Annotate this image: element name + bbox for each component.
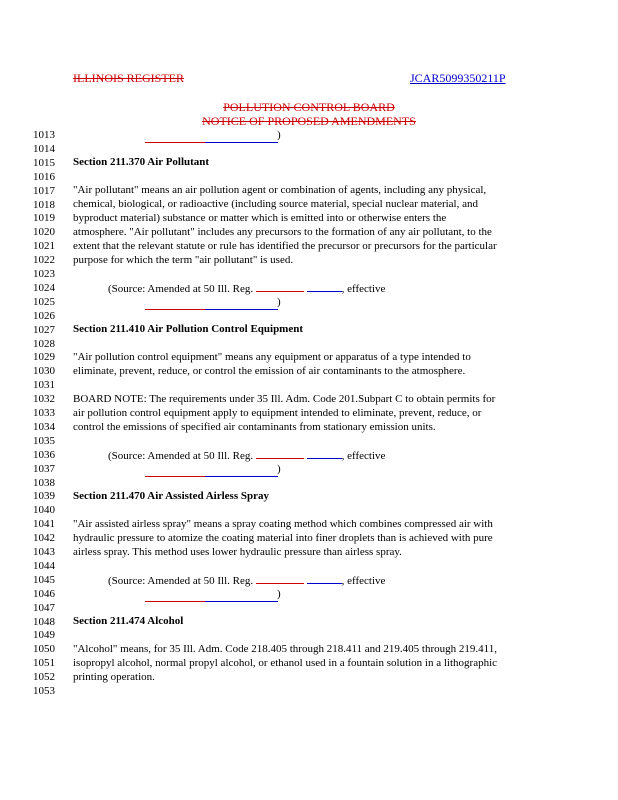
line-number: 1047 <box>33 601 55 614</box>
line-number: 1014 <box>33 142 55 155</box>
line-number: 1016 <box>33 170 55 183</box>
body-line: airless spray. This method uses lower hydraulic pressure than airless spray. <box>73 546 402 558</box>
document-id-link[interactable]: JCAR5099350211P <box>410 71 506 85</box>
insertion-blank <box>307 574 342 584</box>
insertion-mark <box>205 476 278 477</box>
line-number: 1045 <box>33 573 55 586</box>
line-number: 1026 <box>33 309 55 322</box>
body-line: "Air assisted airless spray" means a spray coating method which combines compressed air with <box>73 518 493 530</box>
line-number: 1042 <box>33 532 55 545</box>
line-number: 1023 <box>33 268 55 280</box>
line-number: 1013 <box>33 129 55 141</box>
body-line: "Air pollutant" means an air pollution agent or combination of agents, including any physical, <box>73 184 487 196</box>
line-number: 1043 <box>33 546 55 558</box>
line-number: 1052 <box>33 671 55 684</box>
line-number: 1048 <box>33 615 55 628</box>
source-suffix: , effective <box>341 450 386 462</box>
body-line: extent that the relevant statute or rule has identified the precursor or precursors for the particular <box>73 240 497 252</box>
insertion-mark <box>205 142 278 143</box>
line-number: 1051 <box>33 657 55 670</box>
closing-paren: ) <box>277 129 281 141</box>
register-title: ILLINOIS REGISTER <box>73 71 184 85</box>
deletion-blank <box>256 282 304 292</box>
line-number: 1035 <box>33 434 55 447</box>
source-note <box>108 449 385 464</box>
line-number: 1018 <box>33 198 55 211</box>
line-number: 1025 <box>33 295 55 308</box>
body-line: eliminate, prevent, reduce, or control the emission of air contaminants to the atmosphere. <box>73 365 466 377</box>
notice-title: NOTICE OF PROPOSED AMENDMENTS <box>202 114 416 128</box>
source-note <box>108 282 385 297</box>
closing-paren: ) <box>277 588 281 600</box>
body-line: printing operation. <box>73 671 155 683</box>
line-number: 1041 <box>33 518 55 531</box>
deletion-blank <box>256 449 304 459</box>
section-heading: Section 211.370 Air Pollutant <box>73 156 210 168</box>
line-number: 1031 <box>33 379 55 392</box>
source-suffix: , effective <box>341 283 386 295</box>
line-number: 1046 <box>33 587 55 600</box>
deletion-mark <box>145 309 205 310</box>
body-line: chemical, biological, or radioactive (including source material, special nuclear material, and <box>73 198 478 210</box>
body-line: atmosphere. "Air pollutant" includes any precursors to the formation of any air pollutant, to the <box>73 226 492 238</box>
section-heading: Section 211.470 Air Assisted Airless Spray <box>73 490 269 502</box>
body-line: "Air pollution control equipment" means any equipment or apparatus of a type intended to <box>73 351 471 363</box>
insertion-mark <box>205 601 278 602</box>
line-number: 1028 <box>33 337 55 350</box>
insertion-mark <box>205 309 278 310</box>
body-line: byproduct material) substance or matter which is emitted into or otherwise enters the <box>73 212 447 224</box>
body-line: "Alcohol" means, for 35 Ill. Adm. Code 218.405 through 218.411 and 219.405 through 219.411, <box>73 643 497 655</box>
insertion-blank <box>307 449 342 459</box>
source-prefix: (Source: Amended at 50 Ill. Reg. <box>108 575 254 587</box>
line-number: 1033 <box>33 407 55 419</box>
line-number: 1037 <box>33 462 55 475</box>
line-number: 1034 <box>33 420 55 433</box>
line-number: 1015 <box>33 156 55 169</box>
line-number: 1053 <box>33 685 55 697</box>
agency-title: POLLUTION CONTROL BOARD <box>223 100 395 114</box>
body-line: hydraulic pressure to atomize the coating material into finer droplets than is achieved with pure <box>73 532 493 544</box>
line-number: 1022 <box>33 254 55 267</box>
source-prefix: (Source: Amended at 50 Ill. Reg. <box>108 283 254 295</box>
line-number: 1038 <box>33 476 55 489</box>
board-note-line: control the emissions of specified air contaminants from stationary emission units. <box>73 421 436 433</box>
board-note-line: air pollution control equipment apply to equipment intended to eliminate, prevent, reduce, or <box>73 407 482 419</box>
board-note-line: BOARD NOTE: The requirements under 35 Ill. Adm. Code 201.Subpart C to obtain permits for <box>73 393 496 405</box>
line-number: 1036 <box>33 448 55 461</box>
line-number: 1027 <box>33 323 55 336</box>
line-number: 1039 <box>33 490 55 503</box>
line-number: 1029 <box>33 351 55 364</box>
line-number: 1040 <box>33 504 55 517</box>
closing-paren: ) <box>277 463 281 475</box>
body-line: isopropyl alcohol, normal propyl alcohol, or ethanol used in a fountain solution in a lithographic <box>73 657 498 669</box>
line-number: 1019 <box>33 212 55 225</box>
line-number: 1020 <box>33 226 55 239</box>
line-number: 1017 <box>33 184 55 197</box>
line-number: 1021 <box>33 240 55 253</box>
line-number: 1030 <box>33 365 55 378</box>
deletion-mark <box>145 601 205 602</box>
line-number: 1049 <box>33 629 55 642</box>
deletion-mark <box>145 142 205 143</box>
line-number: 1044 <box>33 559 55 572</box>
line-number: 1050 <box>33 643 55 656</box>
insertion-blank <box>307 282 342 292</box>
section-heading: Section 211.410 Air Pollution Control Equipment <box>73 323 304 335</box>
line-number: 1024 <box>33 281 55 294</box>
body-line: purpose for which the term "air pollutant" is used. <box>73 254 294 266</box>
source-prefix: (Source: Amended at 50 Ill. Reg. <box>108 450 254 462</box>
deletion-mark <box>145 476 205 477</box>
source-note <box>108 574 385 589</box>
section-heading: Section 211.474 Alcohol <box>73 615 184 627</box>
line-number: 1032 <box>33 393 55 406</box>
source-suffix: , effective <box>341 575 386 587</box>
closing-paren: ) <box>277 296 281 308</box>
deletion-blank <box>256 574 304 584</box>
